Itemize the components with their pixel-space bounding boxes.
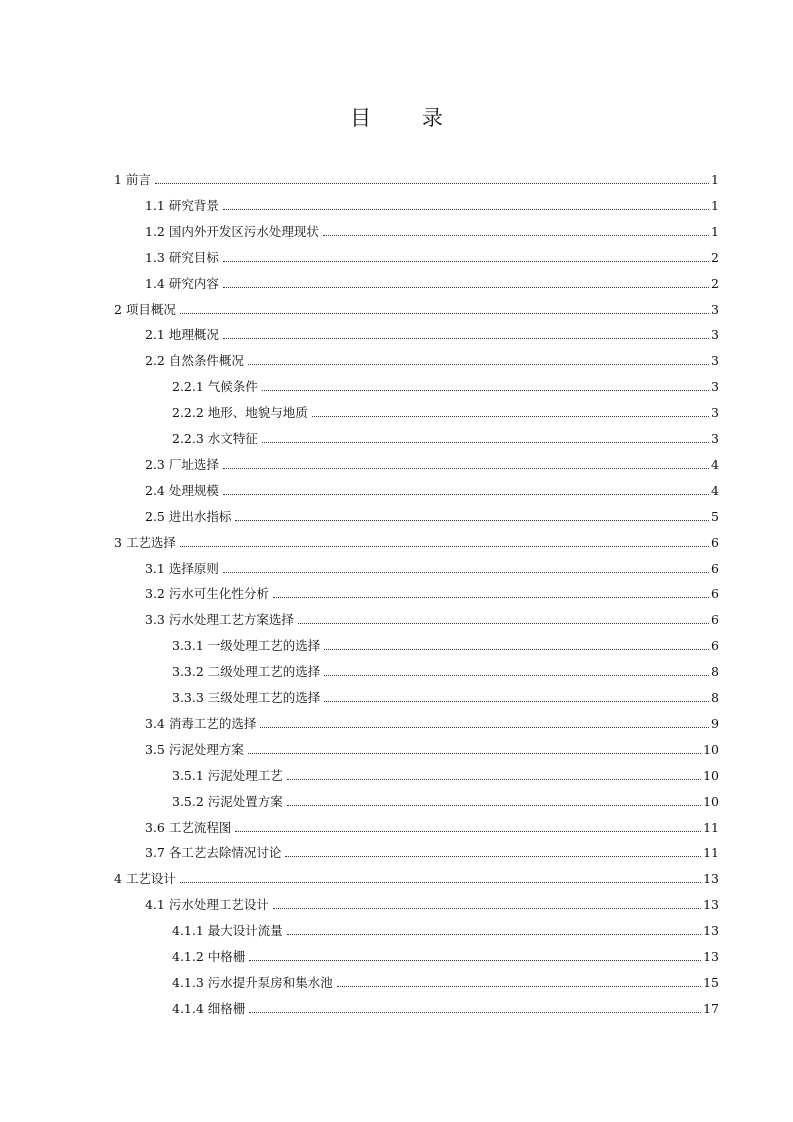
toc-leader-dots <box>287 934 701 935</box>
toc-entry-label: 1.1 研究背景 <box>145 197 219 213</box>
toc-leader-dots <box>248 364 709 365</box>
toc-entry-label: 2.3 厂址选择 <box>145 456 219 472</box>
toc-leader-dots <box>260 727 709 728</box>
toc-leader-dots <box>235 520 709 521</box>
toc-entry-page-number: 2 <box>711 249 719 265</box>
toc-entry[interactable] <box>172 913 719 939</box>
toc-entry[interactable] <box>114 292 719 318</box>
toc-entry-label: 1 前言 <box>114 172 151 187</box>
toc-entry-label: 2.2.2 地形、地貌与地质 <box>172 405 308 421</box>
toc-entry-label: 3.3.1 一级处理工艺的选择 <box>172 638 321 654</box>
toc-entry-label: 3.3 污水处理工艺方案选择 <box>145 612 294 628</box>
toc-entry-page-number: 13 <box>703 871 719 887</box>
toc-entry-label: 2.2 自然条件概况 <box>145 353 244 369</box>
toc-entry-label: 2.5 进出水指标 <box>145 508 232 524</box>
toc-entry-label: 1.3 研究目标 <box>145 249 219 265</box>
toc-entry-page-number: 1 <box>711 223 719 239</box>
toc-entry[interactable] <box>145 447 719 473</box>
toc-entry-page-number: 10 <box>703 767 719 783</box>
toc-entry[interactable] <box>172 784 719 810</box>
toc-entry-label: 3.2 污水可生化性分析 <box>145 586 269 602</box>
toc-entry-page-number: 3 <box>711 405 719 421</box>
toc-leader-dots <box>180 882 701 883</box>
toc-leader-dots <box>223 468 709 469</box>
toc-entry[interactable] <box>114 525 719 551</box>
toc-entry-page-number: 17 <box>703 1000 719 1016</box>
toc-entry-label: 1.2 国内外开发区污水处理现状 <box>145 223 319 239</box>
toc-entry-page-number: 3 <box>711 431 719 446</box>
toc-entry[interactable] <box>114 162 719 188</box>
toc-leader-dots <box>223 338 709 339</box>
toc-leader-dots <box>298 623 709 624</box>
toc-entry[interactable] <box>172 965 719 991</box>
toc-leader-dots <box>324 675 709 676</box>
toc-entry-label: 3.3.2 二级处理工艺的选择 <box>172 664 321 680</box>
toc-entry-page-number: 13 <box>703 897 719 913</box>
toc-entry-page-number: 5 <box>711 508 719 524</box>
toc-leader-dots <box>287 779 701 780</box>
toc-entry[interactable] <box>172 991 719 1017</box>
toc-entry[interactable] <box>145 706 719 732</box>
toc-entry-page-number: 13 <box>703 949 719 964</box>
toc-leader-dots <box>249 960 701 961</box>
toc-entry[interactable] <box>145 188 719 214</box>
toc-leader-dots <box>287 805 701 806</box>
toc-entry[interactable] <box>145 214 719 240</box>
toc-leader-dots <box>312 416 709 417</box>
toc-leader-dots <box>324 701 709 702</box>
toc-entry-label: 2 项目概况 <box>114 301 176 317</box>
toc-entry-label: 3.7 各工艺去除情况讨论 <box>145 845 282 861</box>
toc-entry-page-number: 3 <box>711 379 719 395</box>
toc-entry[interactable] <box>145 499 719 525</box>
toc-entry-page-number: 6 <box>711 560 719 576</box>
toc-entry-page-number: 9 <box>711 715 719 731</box>
toc-entry-label: 4.1.4 细格栅 <box>172 1000 246 1016</box>
toc-entry-label: 3.5 污泥处理方案 <box>145 741 244 757</box>
toc-leader-dots <box>223 287 709 288</box>
toc-entry[interactable] <box>172 395 719 421</box>
toc-entry-label: 4 工艺设计 <box>114 871 176 887</box>
toc-entry-page-number: 10 <box>703 793 719 809</box>
toc-entry-label: 4.1.3 污水提升泵房和集水池 <box>172 974 333 990</box>
toc-entry-label: 4.1.1 最大设计流量 <box>172 923 283 939</box>
toc-entry-page-number: 4 <box>711 456 719 472</box>
toc-entry-page-number: 1 <box>711 172 719 187</box>
toc-entry-label: 3.1 选择原则 <box>145 560 219 576</box>
toc-entry-label: 3.5.1 污泥处理工艺 <box>172 767 283 783</box>
toc-entry-label: 2.1 地理概况 <box>145 327 219 343</box>
toc-entry[interactable] <box>145 602 719 628</box>
toc-entry-page-number: 10 <box>703 741 719 757</box>
toc-leader-dots <box>262 442 709 443</box>
toc-entry-page-number: 8 <box>711 664 719 680</box>
toc-entry-label: 3.6 工艺流程图 <box>145 819 232 835</box>
toc-entry-label: 1.4 研究内容 <box>145 275 219 291</box>
toc-entry[interactable] <box>172 369 719 395</box>
toc-entry-page-number: 1 <box>711 197 719 213</box>
toc-entry-page-number: 3 <box>711 327 719 343</box>
toc-entry[interactable] <box>172 628 719 654</box>
toc-entry[interactable] <box>145 551 719 577</box>
toc-entry[interactable] <box>145 240 719 266</box>
toc-entry[interactable] <box>145 887 719 913</box>
toc-leader-dots <box>337 986 701 987</box>
toc-entry-page-number: 6 <box>711 612 719 628</box>
toc-leader-dots <box>262 390 709 391</box>
toc-leader-dots <box>285 856 701 857</box>
toc-entry-label: 3.4 消毒工艺的选择 <box>145 715 257 731</box>
toc-entry-label: 2.4 处理规模 <box>145 482 219 498</box>
toc-entry-label: 2.2.3 水文特征 <box>172 431 258 446</box>
toc-entry[interactable] <box>172 654 719 680</box>
toc-entry-page-number: 6 <box>711 586 719 602</box>
toc-leader-dots <box>235 831 701 832</box>
toc-entry[interactable] <box>145 576 719 602</box>
toc-entry-page-number: 8 <box>711 690 719 705</box>
toc-leader-dots <box>273 908 701 909</box>
toc-entry-page-number: 11 <box>703 819 719 835</box>
toc-entry-page-number: 6 <box>711 638 719 654</box>
toc-entry[interactable] <box>114 861 719 887</box>
toc-leader-dots <box>273 597 709 598</box>
toc-leader-dots <box>155 183 709 184</box>
toc-leader-dots <box>223 261 709 262</box>
page-title: 目 录 <box>350 106 465 130</box>
toc-leader-dots <box>324 649 709 650</box>
toc-entry[interactable] <box>145 343 719 369</box>
toc-leader-dots <box>223 494 709 495</box>
toc-entry-label: 3 工艺选择 <box>114 534 176 550</box>
toc-entry-label: 4.1 污水处理工艺设计 <box>145 897 269 913</box>
toc-entry-page-number: 15 <box>703 974 719 990</box>
toc-leader-dots <box>223 572 709 573</box>
toc-entry-page-number: 11 <box>703 845 719 861</box>
toc-entry[interactable] <box>172 680 719 706</box>
toc-entry[interactable] <box>145 473 719 499</box>
toc-entry-page-number: 6 <box>711 534 719 550</box>
toc-entry-page-number: 3 <box>711 301 719 317</box>
toc-leader-dots <box>180 546 709 547</box>
toc-leader-dots <box>223 209 709 210</box>
toc-entry[interactable] <box>172 758 719 784</box>
toc-entry-label: 2.2.1 气候条件 <box>172 379 258 395</box>
toc-entry[interactable] <box>145 732 719 758</box>
toc-entry-page-number: 13 <box>703 923 719 939</box>
toc-entry[interactable] <box>145 266 719 292</box>
toc-entry-page-number: 4 <box>711 482 719 498</box>
toc-leader-dots <box>249 1012 701 1013</box>
toc-entry[interactable] <box>172 939 719 965</box>
toc-entry-label: 3.3.3 三级处理工艺的选择 <box>172 690 321 705</box>
toc-entry[interactable] <box>145 317 719 343</box>
toc-leader-dots <box>323 235 709 236</box>
toc-entry[interactable] <box>145 835 719 861</box>
toc-entry-label: 3.5.2 污泥处置方案 <box>172 793 283 809</box>
toc-entry[interactable] <box>172 421 719 447</box>
toc-entry-page-number: 2 <box>711 275 719 291</box>
toc-leader-dots <box>248 753 701 754</box>
toc-entry[interactable] <box>145 810 719 836</box>
toc-leader-dots <box>180 313 709 314</box>
toc-entry-page-number: 3 <box>711 353 719 369</box>
toc-entry-label: 4.1.2 中格栅 <box>172 949 246 964</box>
